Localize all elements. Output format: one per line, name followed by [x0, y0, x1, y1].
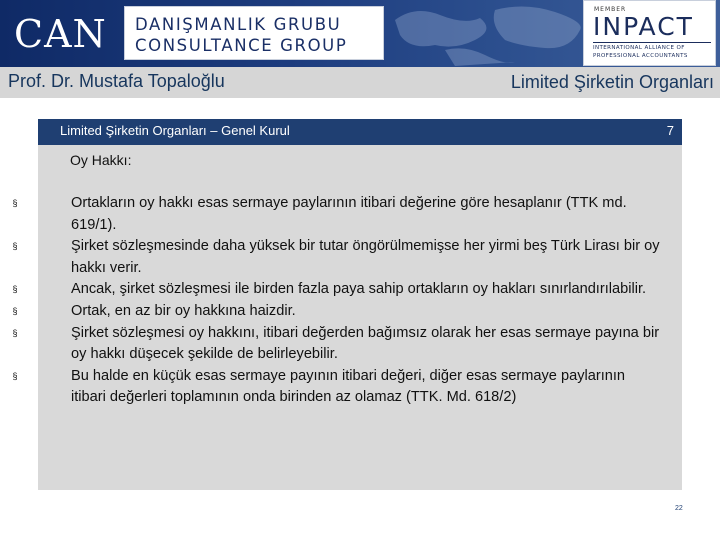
- inpact-subtitle-line1: INTERNATIONAL ALLIANCE OF: [593, 45, 685, 51]
- section-header: [38, 119, 682, 145]
- bullet-text: Şirket sözleşmesinde daha yüksek bir tutar öngörülmemişse her yirmi beş Türk Lirası bir oy hakkı verir.: [71, 238, 660, 276]
- inpact-subtitle-line2: PROFESSIONAL ACCOUNTANTS: [593, 53, 688, 59]
- bullet-list: [12, 193, 682, 409]
- bullet-icon: §: [12, 370, 18, 381]
- section-title: Limited Şirketin Organları – Genel Kurul: [60, 123, 290, 138]
- list-item: [12, 236, 682, 279]
- can-logo: CAN: [14, 12, 107, 56]
- inpact-member-logo: [583, 0, 716, 66]
- consultance-group-logo: [124, 6, 384, 60]
- world-map-decoration: [385, 0, 585, 67]
- list-item: [12, 193, 682, 236]
- bullet-text: Şirket sözleşmesi oy hakkını, itibari değerden bağımsız olarak her esas sermaye payına bir oy hakkı düşecek şekilde de belirleyebilir.: [71, 324, 660, 363]
- author-name: Prof. Dr. Mustafa Topaloğlu: [8, 71, 225, 91]
- slide-number: 7: [666, 123, 674, 138]
- bullet-text: Ortak, en az bir oy hakkına haizdir.: [71, 302, 296, 319]
- group-name-turkish: DANIŞMANLIK GRUBU: [135, 15, 342, 34]
- bullet-icon: §: [12, 284, 18, 295]
- bullet-icon: §: [12, 327, 18, 338]
- content-panel: [12, 145, 682, 490]
- page-number: 22: [675, 505, 683, 512]
- group-name-english: CONSULTANCE GROUP: [135, 36, 348, 55]
- bullet-icon: §: [12, 241, 18, 252]
- presentation-title: Limited Şirketin Organları: [510, 72, 714, 92]
- list-item: [12, 323, 682, 366]
- bullet-icon: §: [12, 305, 18, 316]
- list-item: [12, 301, 682, 323]
- title-bar: [0, 67, 720, 98]
- bullet-text: Ancak, şirket sözleşmesi ile birden fazla paya sahip ortakların oy hakları sınırlandırılabilir.: [71, 281, 647, 298]
- bullet-icon: §: [12, 198, 18, 208]
- list-item: [12, 366, 682, 409]
- content-subheading: Oy Hakkı:: [70, 152, 132, 168]
- logo-divider: [593, 42, 711, 43]
- list-item: [12, 279, 682, 301]
- member-label: MEMBER: [594, 6, 627, 13]
- inpact-name: INPACT: [593, 12, 694, 41]
- bullet-text: Ortakların oy hakkı esas sermaye paylarının itibari değerine göre hesaplanır (TTK md. 619/1).: [71, 195, 627, 233]
- header-banner: [0, 0, 720, 67]
- bullet-text: Bu halde en küçük esas sermaye payının itibari değeri, diğer esas sermaye paylarının itibari değerleri toplamının onda birinden az olamaz (TTK. Md. 618/2): [71, 367, 626, 406]
